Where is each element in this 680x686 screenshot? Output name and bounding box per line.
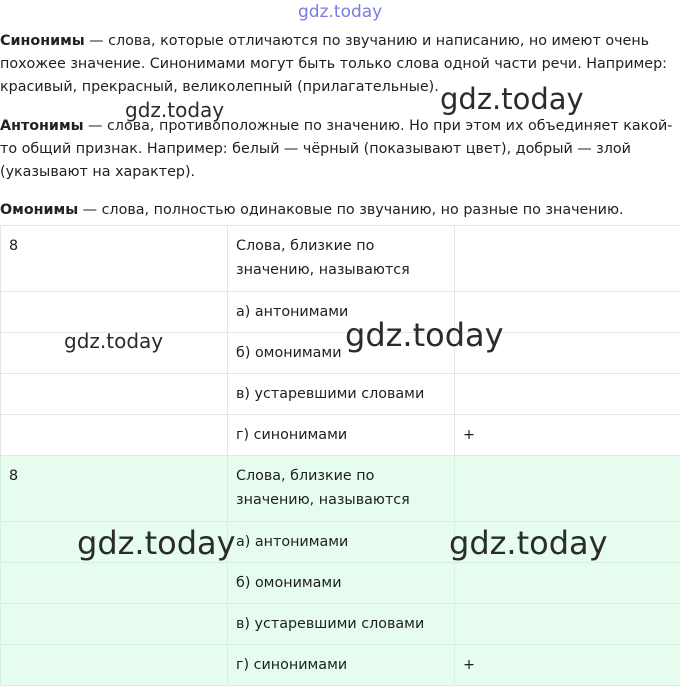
definition-synonyms: — слова, которые отличаются по звучанию и написанию, но имеют очень похожее значение. Синонимами могут быть только слова одной части речи. Например: красивый, прекрасный, великолепный (прилагательные). (0, 33, 667, 95)
paragraph-homonyms (0, 199, 676, 222)
option-a: а) антонимами (228, 292, 455, 333)
option-a: а) антонимами (228, 522, 455, 563)
table-row (1, 292, 680, 333)
question-number: 8 (1, 456, 228, 522)
question-text: Слова, близкие по значению, называются (228, 456, 455, 522)
option-g: г) синонимами (228, 645, 455, 686)
table-row (1, 333, 680, 374)
table-row (1, 226, 680, 292)
table-row (1, 563, 680, 604)
question-number: 8 (1, 226, 228, 292)
answer-mark (455, 563, 680, 604)
definition-antonyms: — слова, противоположные по значению. Но при этом их объединяет какой-то общий признак. Например: белый — чёрный (показывают цвет), добрый — злой (указывают на характер). (0, 118, 672, 180)
table-row (1, 645, 680, 686)
watermark: gdz.today (64, 329, 163, 353)
table-row (1, 456, 680, 522)
answer-mark (455, 522, 680, 563)
answer-mark: + (455, 415, 680, 456)
table-row (1, 522, 680, 563)
option-v: в) устаревшими словами (228, 604, 455, 645)
answer-mark (455, 456, 680, 522)
option-v: в) устаревшими словами (228, 374, 455, 415)
watermark: gdz.today (345, 316, 504, 354)
term-synonyms: Синонимы (0, 33, 85, 49)
term-homonyms: Омонимы (0, 202, 78, 218)
table-row (1, 374, 680, 415)
table-row (1, 604, 680, 645)
option-b: б) омонимами (228, 333, 455, 374)
option-g: г) синонимами (228, 415, 455, 456)
definition-homonyms: — слова, полностью одинаковые по звучанию, но разные по значению. (78, 202, 623, 218)
term-antonyms: Антонимы (0, 118, 84, 134)
paragraph-antonyms (0, 115, 676, 184)
answer-mark (455, 333, 680, 374)
watermark: gdz.today (77, 524, 236, 562)
answer-mark (455, 226, 680, 292)
table-row (1, 415, 680, 456)
answer-mark (455, 604, 680, 645)
watermark: gdz.today (125, 98, 224, 122)
paragraph-synonyms (0, 30, 676, 99)
watermark-top: gdz.today (298, 2, 382, 22)
answer-mark (455, 374, 680, 415)
option-b: б) омонимами (228, 563, 455, 604)
watermark: gdz.today (440, 82, 584, 116)
answer-table-1 (0, 225, 680, 686)
answer-mark: + (455, 645, 680, 686)
answer-mark (455, 292, 680, 333)
question-text: Слова, близкие по значению, называются (228, 226, 455, 292)
watermark: gdz.today (449, 524, 608, 562)
